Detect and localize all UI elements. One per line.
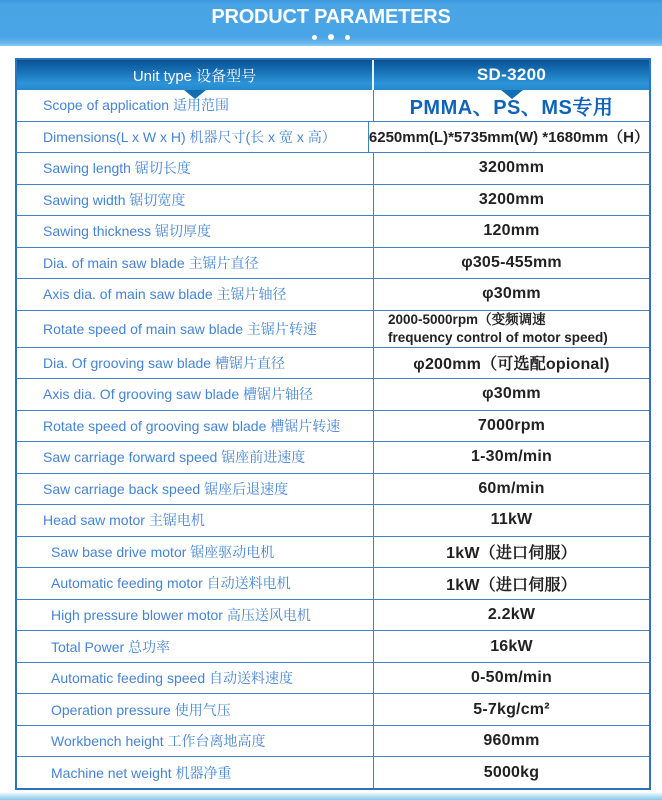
table-row (17, 600, 649, 632)
param-value: 1kW（进口伺服） (446, 576, 577, 594)
param-label: Sawing length 锯切长度 (17, 153, 374, 184)
table-row (17, 442, 649, 474)
param-value: 0-50m/min (471, 669, 552, 687)
table-row (17, 216, 649, 248)
param-label: Automatic feeding speed 自动送料速度 (17, 663, 374, 694)
param-label: Dia. of main saw blade 主锯片直径 (17, 248, 374, 279)
param-label: Dia. Of grooving saw blade 槽锯片直径 (17, 348, 374, 379)
param-value: φ30mm (482, 385, 541, 403)
param-label: Head saw motor 主锯电机 (17, 505, 374, 536)
param-value: 6250mm(L)*5735mm(W) *1680mm（H） (368, 129, 649, 147)
param-value (374, 311, 649, 347)
table-header-unit-type (17, 60, 374, 90)
table-row (17, 279, 649, 311)
param-label: Rotate speed of grooving saw blade 槽锯片转速 (17, 411, 374, 442)
table-body (17, 90, 649, 788)
param-label: Sawing width 锯切宽度 (17, 185, 374, 216)
dot-icon (328, 34, 334, 40)
table-row (17, 726, 649, 758)
banner-dots (0, 34, 662, 40)
bottom-strip (0, 792, 662, 800)
spec-table (15, 58, 651, 790)
param-label: Scope of application 适用范围 (17, 90, 374, 121)
param-value: φ30mm (482, 285, 541, 303)
page-title: PRODUCT PARAMETERS (211, 6, 451, 28)
model-header-label: SD-3200 (476, 65, 547, 84)
table-row (17, 694, 649, 726)
table-header-row (17, 60, 649, 90)
param-label: Operation pressure 使用气压 (17, 694, 374, 725)
param-label: Saw carriage back speed 锯座后退速度 (17, 474, 374, 505)
table-row (17, 248, 649, 280)
param-value-line2: frequency control of motor speed) (388, 329, 608, 345)
table-row (17, 311, 649, 348)
param-label: Saw carriage forward speed 锯座前进速度 (17, 442, 374, 473)
table-row (17, 505, 649, 537)
param-value: 1-30m/min (471, 448, 552, 466)
param-label: Machine net weight 机器净重 (17, 757, 374, 788)
param-value: 7000rpm (477, 416, 546, 434)
dot-icon (345, 35, 350, 40)
table-row (17, 663, 649, 695)
param-label: Automatic feeding motor 自动送料电机 (17, 568, 374, 599)
param-label: Workbench height 工作台离地高度 (17, 726, 374, 757)
notch-down-icon (184, 90, 206, 99)
table-row (17, 379, 649, 411)
param-label: Total Power 总功率 (17, 631, 374, 662)
dot-icon (312, 35, 317, 40)
param-value: PMMA、PS、MS专用 (409, 96, 614, 119)
param-value: 960mm (483, 732, 540, 750)
notch-down-icon (501, 90, 523, 99)
param-value: 11kW (490, 511, 533, 529)
table-row (17, 631, 649, 663)
param-value: 5-7kg/cm² (473, 700, 550, 718)
param-label: Axis dia. Of grooving saw blade 槽锯片轴径 (17, 379, 374, 410)
table-row (17, 568, 649, 600)
param-value: φ305-455mm (461, 253, 562, 271)
param-label: Sawing thickness 锯切厚度 (17, 216, 374, 247)
param-value: φ200mm（可选配opional) (413, 356, 610, 374)
banner (0, 0, 662, 46)
table-row (17, 537, 649, 569)
table-row (17, 90, 649, 122)
param-value: 120mm (483, 222, 540, 240)
table-header-model (374, 60, 649, 90)
param-label: Rotate speed of main saw blade 主锯片转速 (17, 311, 374, 347)
param-label: Saw base drive motor 锯座驱动电机 (17, 537, 374, 568)
param-value: 1kW（进口伺服） (446, 545, 577, 563)
table-row (17, 122, 649, 154)
unit-type-header-label: Unit type 设备型号 (132, 67, 257, 85)
param-value: 60m/min (478, 479, 545, 497)
param-label: Dimensions(L x W x H) 机器尺寸(长 x 宽 x 高） (17, 122, 369, 153)
table-row (17, 185, 649, 217)
param-value: 3200mm (478, 190, 545, 208)
param-value: 2.2kW (487, 606, 536, 623)
param-label: Axis dia. of main saw blade 主锯片轴径 (17, 279, 374, 310)
param-value: 3200mm (478, 159, 545, 177)
table-row (17, 757, 649, 788)
table-row (17, 411, 649, 443)
table-row (17, 474, 649, 506)
table-row (17, 153, 649, 185)
param-value: 16kW (490, 637, 533, 655)
param-value: 5000kg (483, 763, 540, 781)
param-label: High pressure blower motor 高压送风电机 (17, 600, 374, 631)
param-value-line1: 2000-5000rpm（变频调速 (388, 312, 546, 328)
table-row (17, 348, 649, 380)
